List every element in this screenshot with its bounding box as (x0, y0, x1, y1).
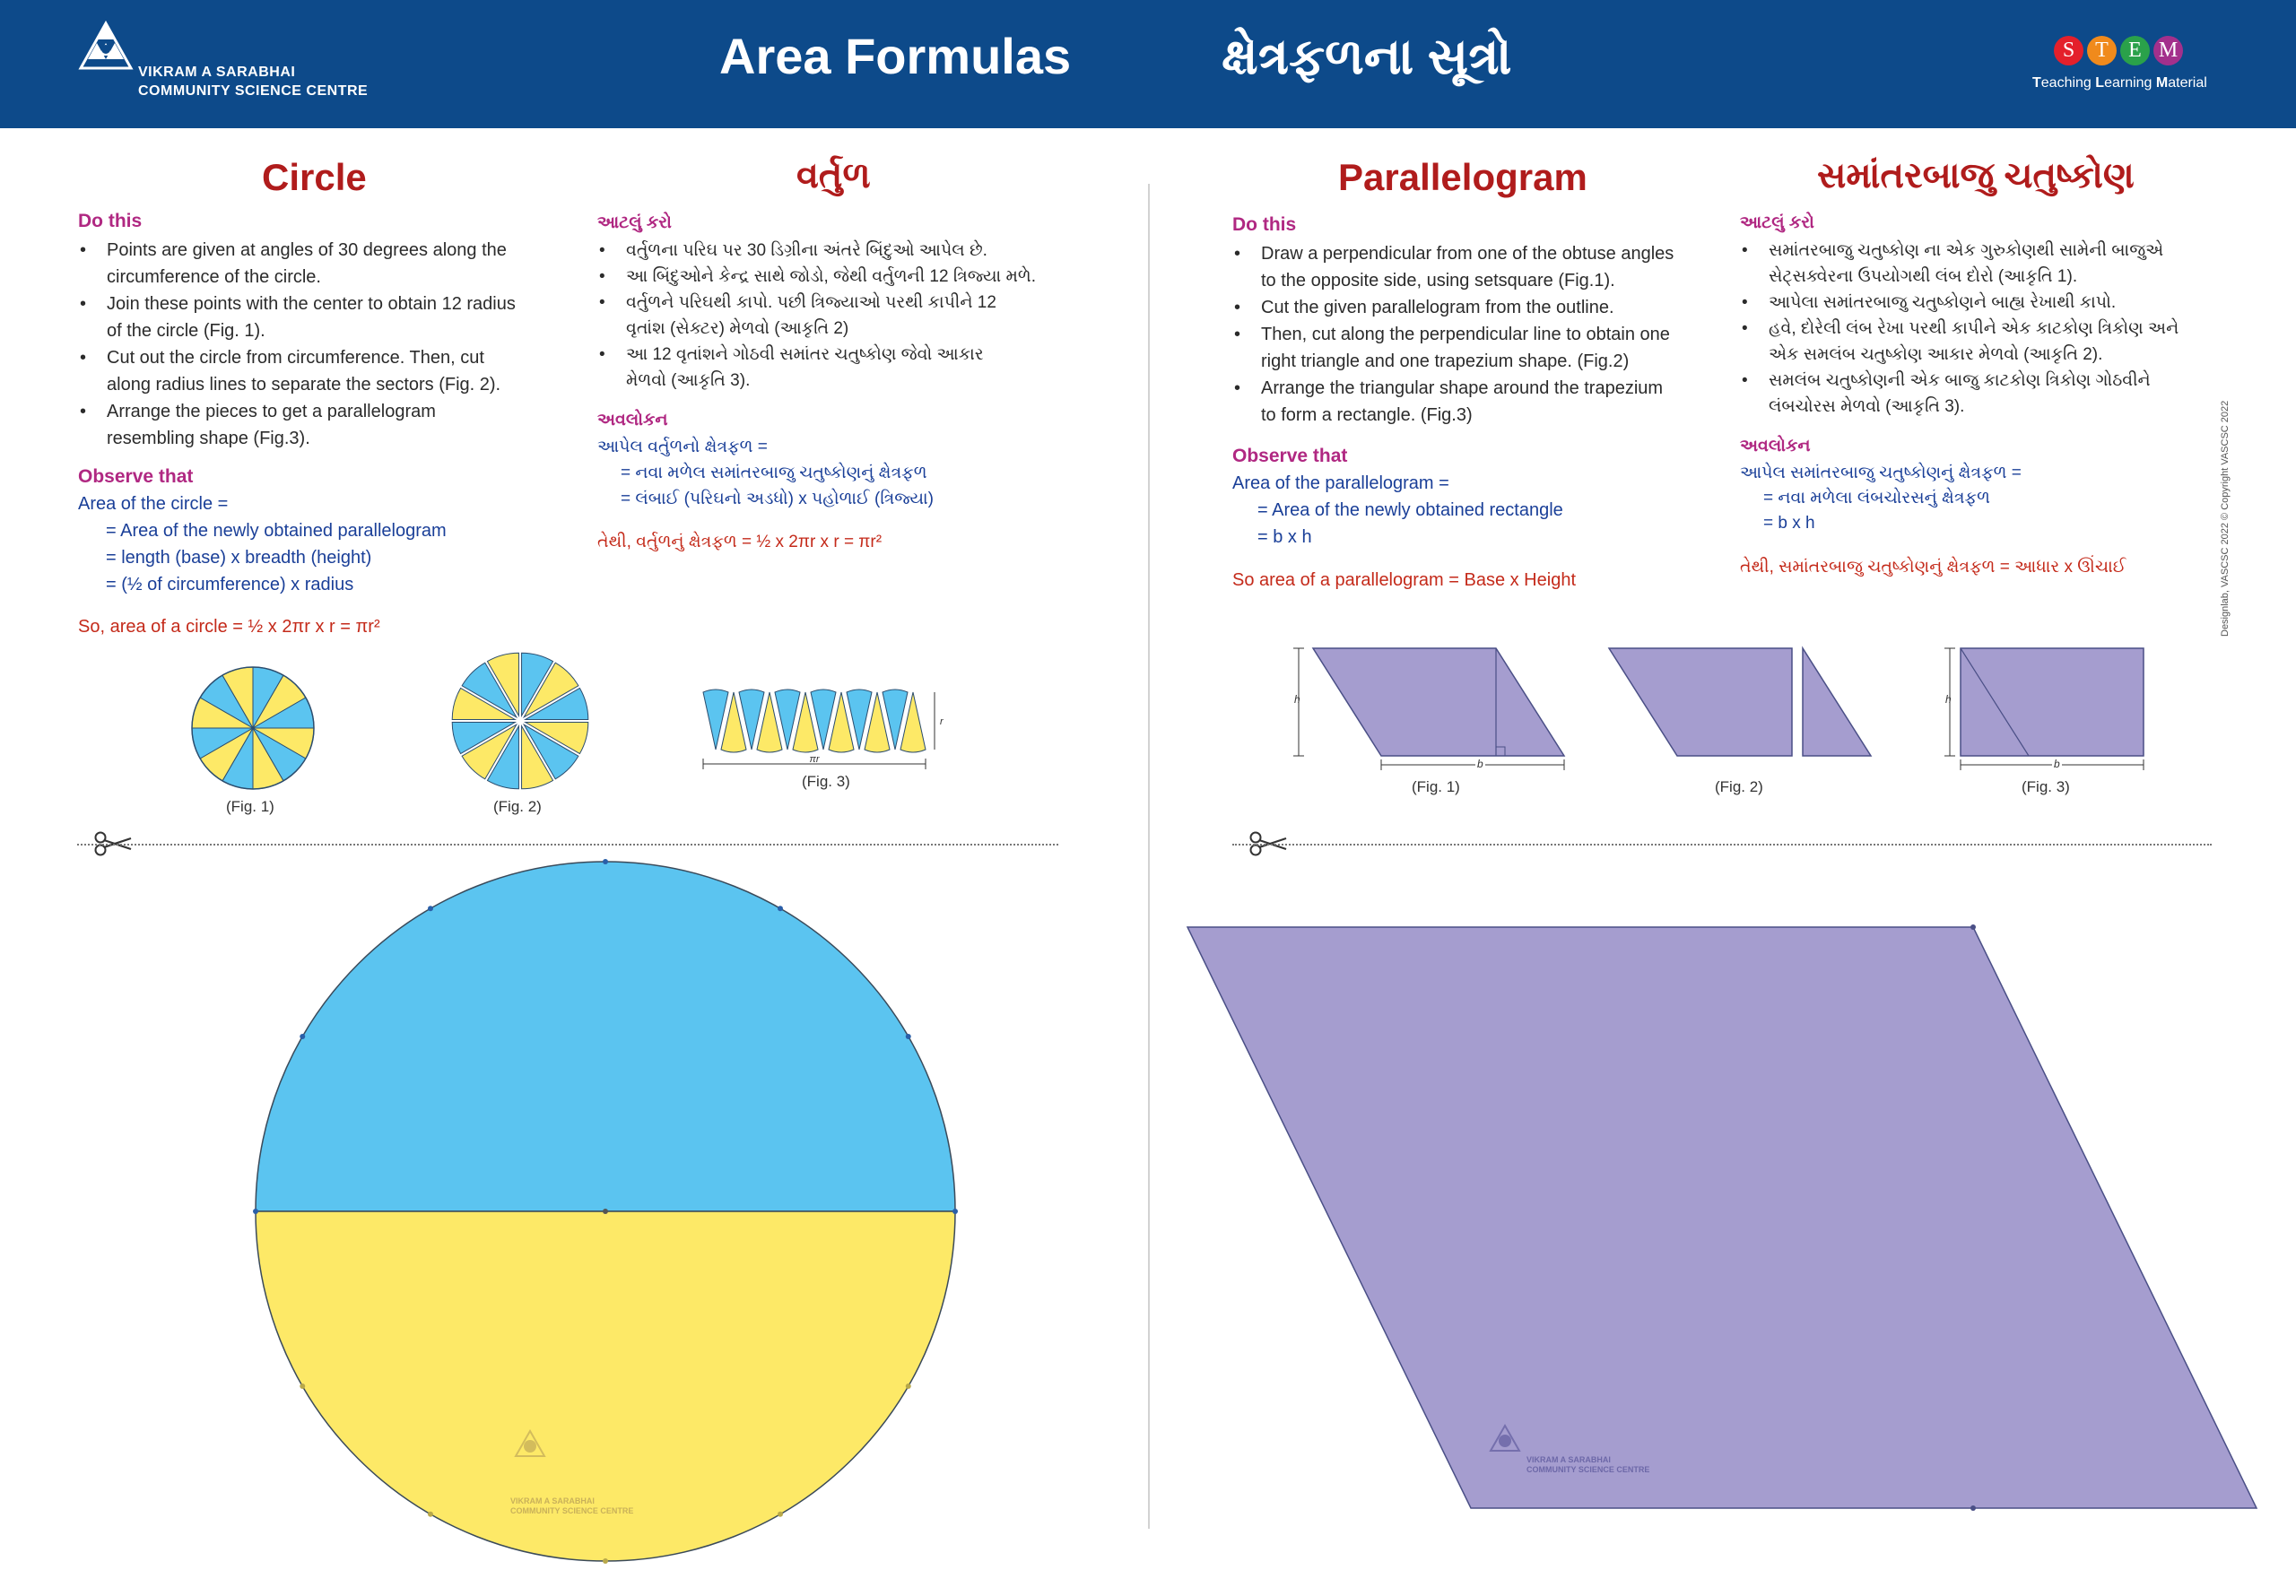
parallelogram-fig2 (1605, 641, 1874, 767)
circle-step-4: • Arrange the pieces to get a parallelogram resembling shape (Fig.3). (78, 398, 580, 452)
page-title-gujarati: ક્ષેત્રફળના સૂત્રો (1222, 28, 1512, 84)
circle-cutout-point (778, 1512, 783, 1517)
circle-fig3-base-label: πr (809, 754, 820, 765)
circle-steps-list (78, 237, 580, 452)
circle-gu-step-1: • વર્તુળના પરિઘ પર 30 ડિગ્રીના અંતરે બિંદુઓ આપેલ છે. (597, 238, 1100, 264)
circle-cutout-point (428, 906, 433, 911)
circle-gu-step-3: • વર્તુળને પરિઘથી કાપો. પછી ત્રિજ્યાઓ પરથી કાપીને 12 વૃતાંશ (સેક્ટર) મેળવો (આકૃતિ 2) (597, 290, 1100, 342)
org-name (138, 63, 368, 100)
circle-fig3-arranged-sectors (694, 687, 963, 776)
circle-fig1-caption: (Fig. 1) (226, 798, 274, 815)
parallelogram-do-this-heading: Do this (1232, 214, 1297, 235)
parallelogram-title-english: Parallelogram (1338, 156, 1587, 198)
circle-cutout-top-half (256, 862, 955, 1211)
parallelogram-step-1: • Draw a perpendicular from one of the obtuse angles to the opposite side, using setsquare (Fig.1). (1232, 240, 1744, 294)
parallelogram-fig1 (1292, 641, 1570, 776)
page-title-english: Area Formulas (719, 28, 1072, 84)
circle-fig3-side-label: r (940, 716, 944, 727)
circle-gu-conclusion: તેથી, વર્તુળનું ક્ષેત્રફળ = ½ x 2πr x r = πr² (597, 533, 883, 551)
stem-tag-word: Teaching (2032, 75, 2096, 91)
circle-step-3: • Cut out the circle from circumference. Then, cut along radius lines to separate the sectors (Fig. 2). (78, 344, 580, 398)
stem-tag-word (2032, 75, 2207, 91)
parallelogram-fig2-caption: (Fig. 2) (1715, 778, 1763, 795)
parallelogram-gu-step-1: • સમાંતરબાજુ ચતુષ્કોણ ના એક ગુરુકોણથી સામેની બાજુએ સેટ્સક્વેરના ઉપયોગથી લંબ દોરો (આકૃતિ 1). (1740, 238, 2242, 290)
parallelogram-gu-obs-line-3: = b x h (1763, 514, 1815, 533)
circle-gu-obs-line-3: = લંબાઈ (પરિઘનો અડધો) x પહોળાઈ (ત્રિજ્યા) (621, 490, 935, 508)
parallelogram-fig3-b-label: b (2054, 758, 2060, 770)
stem-logo (2054, 36, 2187, 68)
circle-gu-obs-line-2: = નવા મળેલ સમાંતરબાજુ ચતુષ્કોણનું ક્ષેત્રફળ (621, 464, 927, 482)
circle-cutout-point (906, 1034, 911, 1039)
copyright-note: Designlab, VASCSC 2022 © Copyright VASCSC 2022 (2220, 400, 2231, 637)
org-name-line2: COMMUNITY SCIENCE CENTRE (138, 83, 369, 99)
stem-letter-t: T (2087, 36, 2117, 65)
circle-obs-line-1: Area of the circle = (78, 494, 229, 514)
parallelogram-obs-line-1: Area of the parallelogram = (1232, 473, 1449, 493)
parallelogram-fig1-b-label: b (1477, 758, 1483, 770)
circle-cutout-point (952, 1209, 958, 1214)
center-divider (1148, 184, 1150, 1529)
parallelogram-gu-step-3: • હવે, દોરેલી લંબ રેખા પરથી કાપીને એક કાટકોણ ત્રિકોણ અને એક સમલંબ ચતુષ્કોણ આકાર મેળવો (આકૃતિ 2). (1740, 316, 2242, 368)
circle-do-this-heading: Do this (78, 211, 143, 231)
circle-obs-line-4: = (½ of circumference) x radius (106, 575, 354, 594)
parallelogram-gu-obs-line-2: = નવા મળેલા લંબચોરસનું ક્ષેત્રફળ (1763, 489, 1990, 507)
parallelogram-gu-step-4: • સમલંબ ચતુષ્કોણની એક બાજુ કાટકોણ ત્રિકોણ ગોઠવીને લંબચોરસ મેળવો (આકૃતિ 3). (1740, 368, 2242, 420)
vascsc-logo-icon (77, 22, 135, 75)
parallelogram-conclusion: So area of a parallelogram = Base x Height (1232, 570, 1576, 590)
parallelogram-step-4: • Arrange the triangular shape around the trapezium to form a rectangle. (Fig.3) (1232, 375, 1744, 429)
parallelogram-fig3-h-label: h (1945, 693, 1952, 706)
watermark-org-name-right: VIKRAM A SARABHAI COMMUNITY SCIENCE CENTRE (1526, 1455, 1650, 1474)
circle-fig1-sectors (188, 664, 317, 793)
circle-cutout (251, 859, 960, 1567)
circle-fig2-separated-sectors (448, 649, 592, 793)
circle-gu-steps-list (597, 238, 1100, 394)
circle-gu-step-2: • આ બિંદુઓને કેન્દ્ર સાથે જોડો, જેથી વર્તુળની 12 ત્રિજ્યા મળે. (597, 264, 1100, 290)
parallelogram-gu-step-2: • આપેલા સમાંતરબાજુ ચતુષ્કોણને બાહ્ય રેખાથી કાપો. (1740, 290, 2242, 316)
circle-gu-obs-line-1: આપેલ વર્તુળનો ક્ષેત્રફળ = (597, 438, 768, 456)
stem-tag-word: Learning (2095, 75, 2156, 91)
watermark-org-name-left: VIKRAM A SARABHAI COMMUNITY SCIENCE CENTRE (510, 1496, 634, 1515)
stem-letter-m: M (2153, 36, 2183, 65)
parallelogram-obs-line-2: = Area of the newly obtained rectangle (1257, 500, 1563, 520)
cut-line-left (77, 844, 1058, 846)
circle-cutout-point (603, 859, 608, 864)
parallelogram-gu-steps-list (1740, 238, 2242, 420)
circle-fig3-caption: (Fig. 3) (802, 773, 850, 790)
parallelogram-fig3 (1943, 641, 2149, 776)
stem-letter-s: S (2054, 36, 2083, 65)
circle-step-1: • Points are given at angles of 30 degrees along the circumference of the circle. (78, 237, 580, 291)
circle-conclusion: So, area of a circle = ½ x 2πr x r = πr² (78, 617, 380, 637)
parallelogram-step-3: • Then, cut along the perpendicular line to obtain one right triangle and one trapezium shape. (Fig.2) (1232, 321, 1744, 375)
parallelogram-gu-observe-heading: અવલોકન (1740, 437, 1811, 455)
parallelogram-fig3-caption: (Fig. 3) (2022, 778, 2070, 795)
circle-fig2-caption: (Fig. 2) (493, 798, 542, 815)
parallelogram-gu-do-this-heading: આટલું કરો (1740, 213, 1814, 232)
circle-gu-do-this-heading: આટલું કરો (597, 213, 672, 232)
circle-title-english: Circle (262, 156, 367, 198)
circle-cutout-point (778, 906, 783, 911)
parallelogram-gu-conclusion: તેથી, સમાંતરબાજુ ચતુષ્કોણનું ક્ષેત્રફળ = આધાર x ઊંચાઈ (1740, 558, 2126, 577)
circle-cutout-point (300, 1034, 305, 1039)
parallelogram-title-gujarati: સમાંતરબાજુ ચતુષ્કોણ (1817, 156, 2135, 195)
parallelogram-steps-list (1232, 240, 1744, 429)
circle-step-2: • Join these points with the center to obtain 12 radius of the circle (Fig. 1). (78, 291, 580, 344)
circle-cutout-point (906, 1383, 911, 1389)
parallelogram-fig1-h-label: h (1294, 693, 1300, 706)
stem-letter-e: E (2120, 36, 2150, 65)
circle-cutout-point (603, 1558, 608, 1564)
parallelogram-gu-obs-line-1: આપેલ સમાંતરબાજુ ચતુષ્કોણનું ક્ષેત્રફળ = (1740, 464, 2022, 482)
parallelogram-fig1-caption: (Fig. 1) (1412, 778, 1460, 795)
circle-cutout-center (603, 1209, 608, 1214)
circle-obs-line-2: = Area of the newly obtained parallelogram (106, 521, 447, 541)
cut-line-right (1232, 844, 2212, 846)
circle-obs-line-3: = length (base) x breadth (height) (106, 548, 372, 568)
circle-observe-heading: Observe that (78, 466, 194, 487)
circle-title-gujarati: વર્તુળ (796, 156, 871, 195)
circle-cutout-point (300, 1383, 305, 1389)
header-bar (0, 0, 2296, 128)
circle-gu-observe-heading: અવલોકન (597, 411, 668, 429)
parallelogram-obs-line-3: = b x h (1257, 527, 1312, 547)
parallelogram-cutout (1184, 924, 2260, 1515)
parallelogram-step-2: • Cut the given parallelogram from the outline. (1232, 294, 1744, 321)
circle-gu-step-4: • આ 12 વૃતાંશને ગોઠવી સમાંતર ચતુષ્કોણ જેવો આકાર મેળવો (આકૃતિ 3). (597, 342, 1100, 394)
circle-cutout-point (253, 1209, 258, 1214)
circle-cutout-point (428, 1512, 433, 1517)
stem-tag-word: Material (2155, 75, 2207, 91)
parallelogram-observe-heading: Observe that (1232, 446, 1348, 466)
org-name-line1: VIKRAM A SARABHAI (138, 65, 296, 80)
stem-tagline (2032, 75, 2207, 91)
